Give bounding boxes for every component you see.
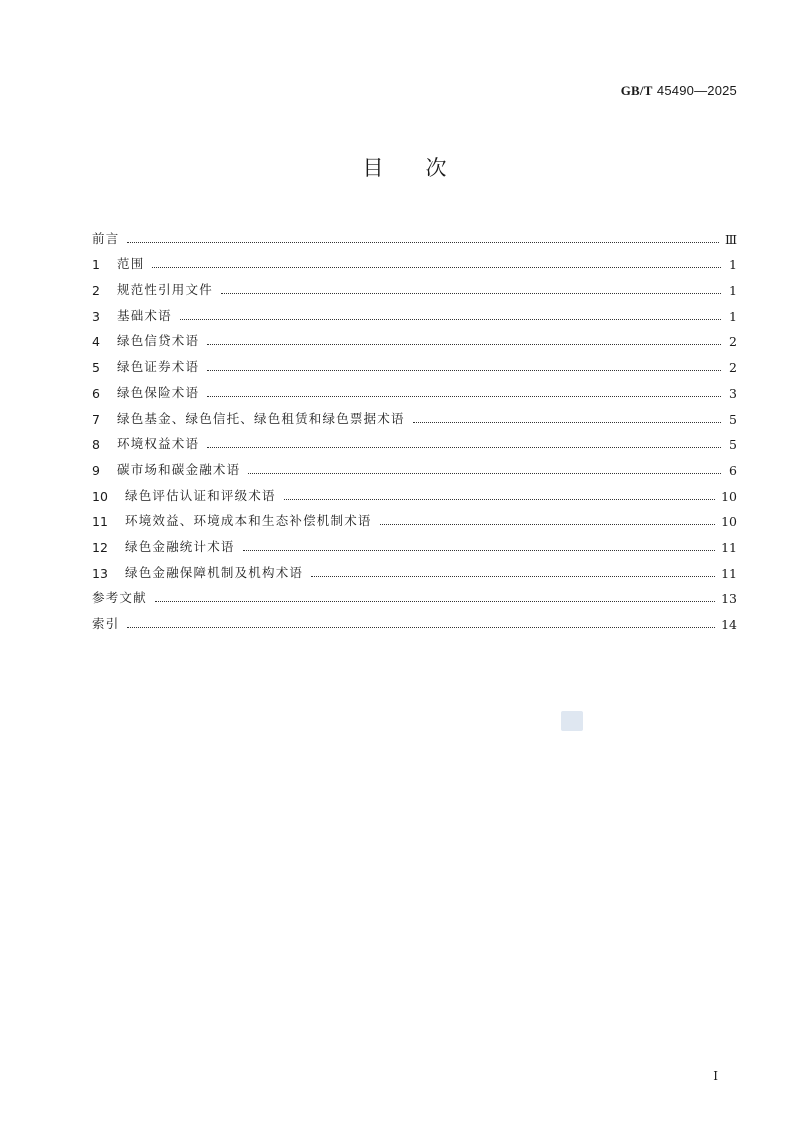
toc-entry-index[interactable] xyxy=(92,606,737,632)
toc-entry-page: 2 xyxy=(729,360,737,376)
toc-entry-title: 索引 xyxy=(92,616,120,631)
dot-leader xyxy=(207,344,721,345)
toc-entry-page: Ⅲ xyxy=(724,231,737,247)
toc-entry-title: 规范性引用文件 xyxy=(117,282,213,298)
toc-entry-number: 7 xyxy=(92,411,100,427)
dot-leader xyxy=(284,499,715,500)
toc-entry-page: 5 xyxy=(729,411,737,427)
dot-leader xyxy=(127,627,715,628)
toc-entry-12[interactable] xyxy=(92,529,737,555)
toc-entry-title: 绿色基金、绿色信托、绿色租赁和绿色票据术语 xyxy=(117,410,405,426)
dot-leader xyxy=(127,242,719,243)
toc-entry-1[interactable] xyxy=(92,247,737,273)
toc-entry-references[interactable] xyxy=(92,581,737,607)
toc-entry-page: 13 xyxy=(721,591,737,607)
toc-entry-2[interactable] xyxy=(92,272,737,298)
dot-leader xyxy=(413,422,721,423)
toc-entry-page: 5 xyxy=(729,437,737,453)
toc-entry-title: 绿色金融统计术语 xyxy=(125,538,235,554)
watermark-logo xyxy=(561,711,583,731)
toc-entry-3[interactable] xyxy=(92,298,737,324)
toc-entry-title: 绿色评估认证和评级术语 xyxy=(125,487,276,503)
toc-entry-number: 5 xyxy=(92,360,100,376)
toc-entry-title: 绿色证券术语 xyxy=(117,359,200,375)
toc-entry-number: 10 xyxy=(92,488,108,504)
dot-leader xyxy=(152,267,721,268)
toc-entry-number: 13 xyxy=(92,565,108,581)
dot-leader xyxy=(311,576,715,577)
toc-entry-title: 前言 xyxy=(92,230,120,246)
toc-entry-11[interactable] xyxy=(92,504,737,530)
toc-entry-6[interactable] xyxy=(92,375,737,401)
toc-entry-title: 绿色金融保障机制及机构术语 xyxy=(125,564,304,580)
dot-leader xyxy=(207,447,721,448)
standard-code: 45490—2025 xyxy=(656,83,737,98)
toc-entry-number: 1 xyxy=(92,257,100,273)
toc-entry-foreword[interactable] xyxy=(92,221,737,247)
page-number: I xyxy=(713,1069,718,1083)
toc-entry-number: 12 xyxy=(92,539,108,555)
toc-entry-number: 3 xyxy=(92,308,100,324)
table-of-contents xyxy=(92,221,737,632)
toc-entry-page: 14 xyxy=(721,617,737,632)
toc-entry-4[interactable] xyxy=(92,324,737,350)
toc-entry-title: 基础术语 xyxy=(117,307,172,323)
dot-leader xyxy=(155,601,715,602)
toc-entry-title: 环境权益术语 xyxy=(117,436,200,452)
toc-entry-number: 11 xyxy=(92,514,108,530)
dot-leader xyxy=(207,396,721,397)
toc-entry-number: 8 xyxy=(92,437,100,453)
toc-entry-page: 1 xyxy=(729,283,737,299)
standard-number xyxy=(621,83,737,99)
toc-entry-number: 2 xyxy=(92,283,100,299)
toc-entry-page: 2 xyxy=(729,334,737,350)
toc-entry-title: 碳市场和碳金融术语 xyxy=(117,461,241,477)
toc-entry-page: 11 xyxy=(721,539,737,555)
dot-leader xyxy=(207,370,721,371)
toc-entry-page: 1 xyxy=(729,257,737,273)
toc-entry-page: 10 xyxy=(721,514,737,530)
page-title: 目次 xyxy=(362,156,489,180)
dot-leader xyxy=(248,473,721,474)
standard-prefix: GB/T xyxy=(620,83,653,98)
toc-entry-title: 参考文献 xyxy=(92,590,147,606)
dot-leader xyxy=(221,293,721,294)
toc-entry-page: 11 xyxy=(721,565,737,581)
toc-entry-10[interactable] xyxy=(92,478,737,504)
dot-leader xyxy=(243,550,715,551)
toc-entry-page: 1 xyxy=(729,308,737,324)
dot-leader xyxy=(380,524,715,525)
toc-entry-page: 10 xyxy=(721,488,737,504)
toc-entry-number: 9 xyxy=(92,462,100,478)
toc-entry-title: 环境效益、环境成本和生态补偿机制术语 xyxy=(125,513,372,529)
toc-entry-title: 绿色信贷术语 xyxy=(117,333,200,349)
toc-entry-8[interactable] xyxy=(92,427,737,453)
toc-entry-page: 6 xyxy=(729,462,737,478)
toc-entry-number: 4 xyxy=(92,334,100,350)
toc-entry-9[interactable] xyxy=(92,452,737,478)
toc-entry-title: 范围 xyxy=(117,256,145,272)
toc-entry-5[interactable] xyxy=(92,349,737,375)
toc-entry-number: 6 xyxy=(92,385,100,401)
dot-leader xyxy=(180,319,721,320)
toc-entry-title: 绿色保险术语 xyxy=(117,384,200,400)
toc-entry-page: 3 xyxy=(729,385,737,401)
toc-entry-7[interactable] xyxy=(92,401,737,427)
toc-entry-13[interactable] xyxy=(92,555,737,581)
